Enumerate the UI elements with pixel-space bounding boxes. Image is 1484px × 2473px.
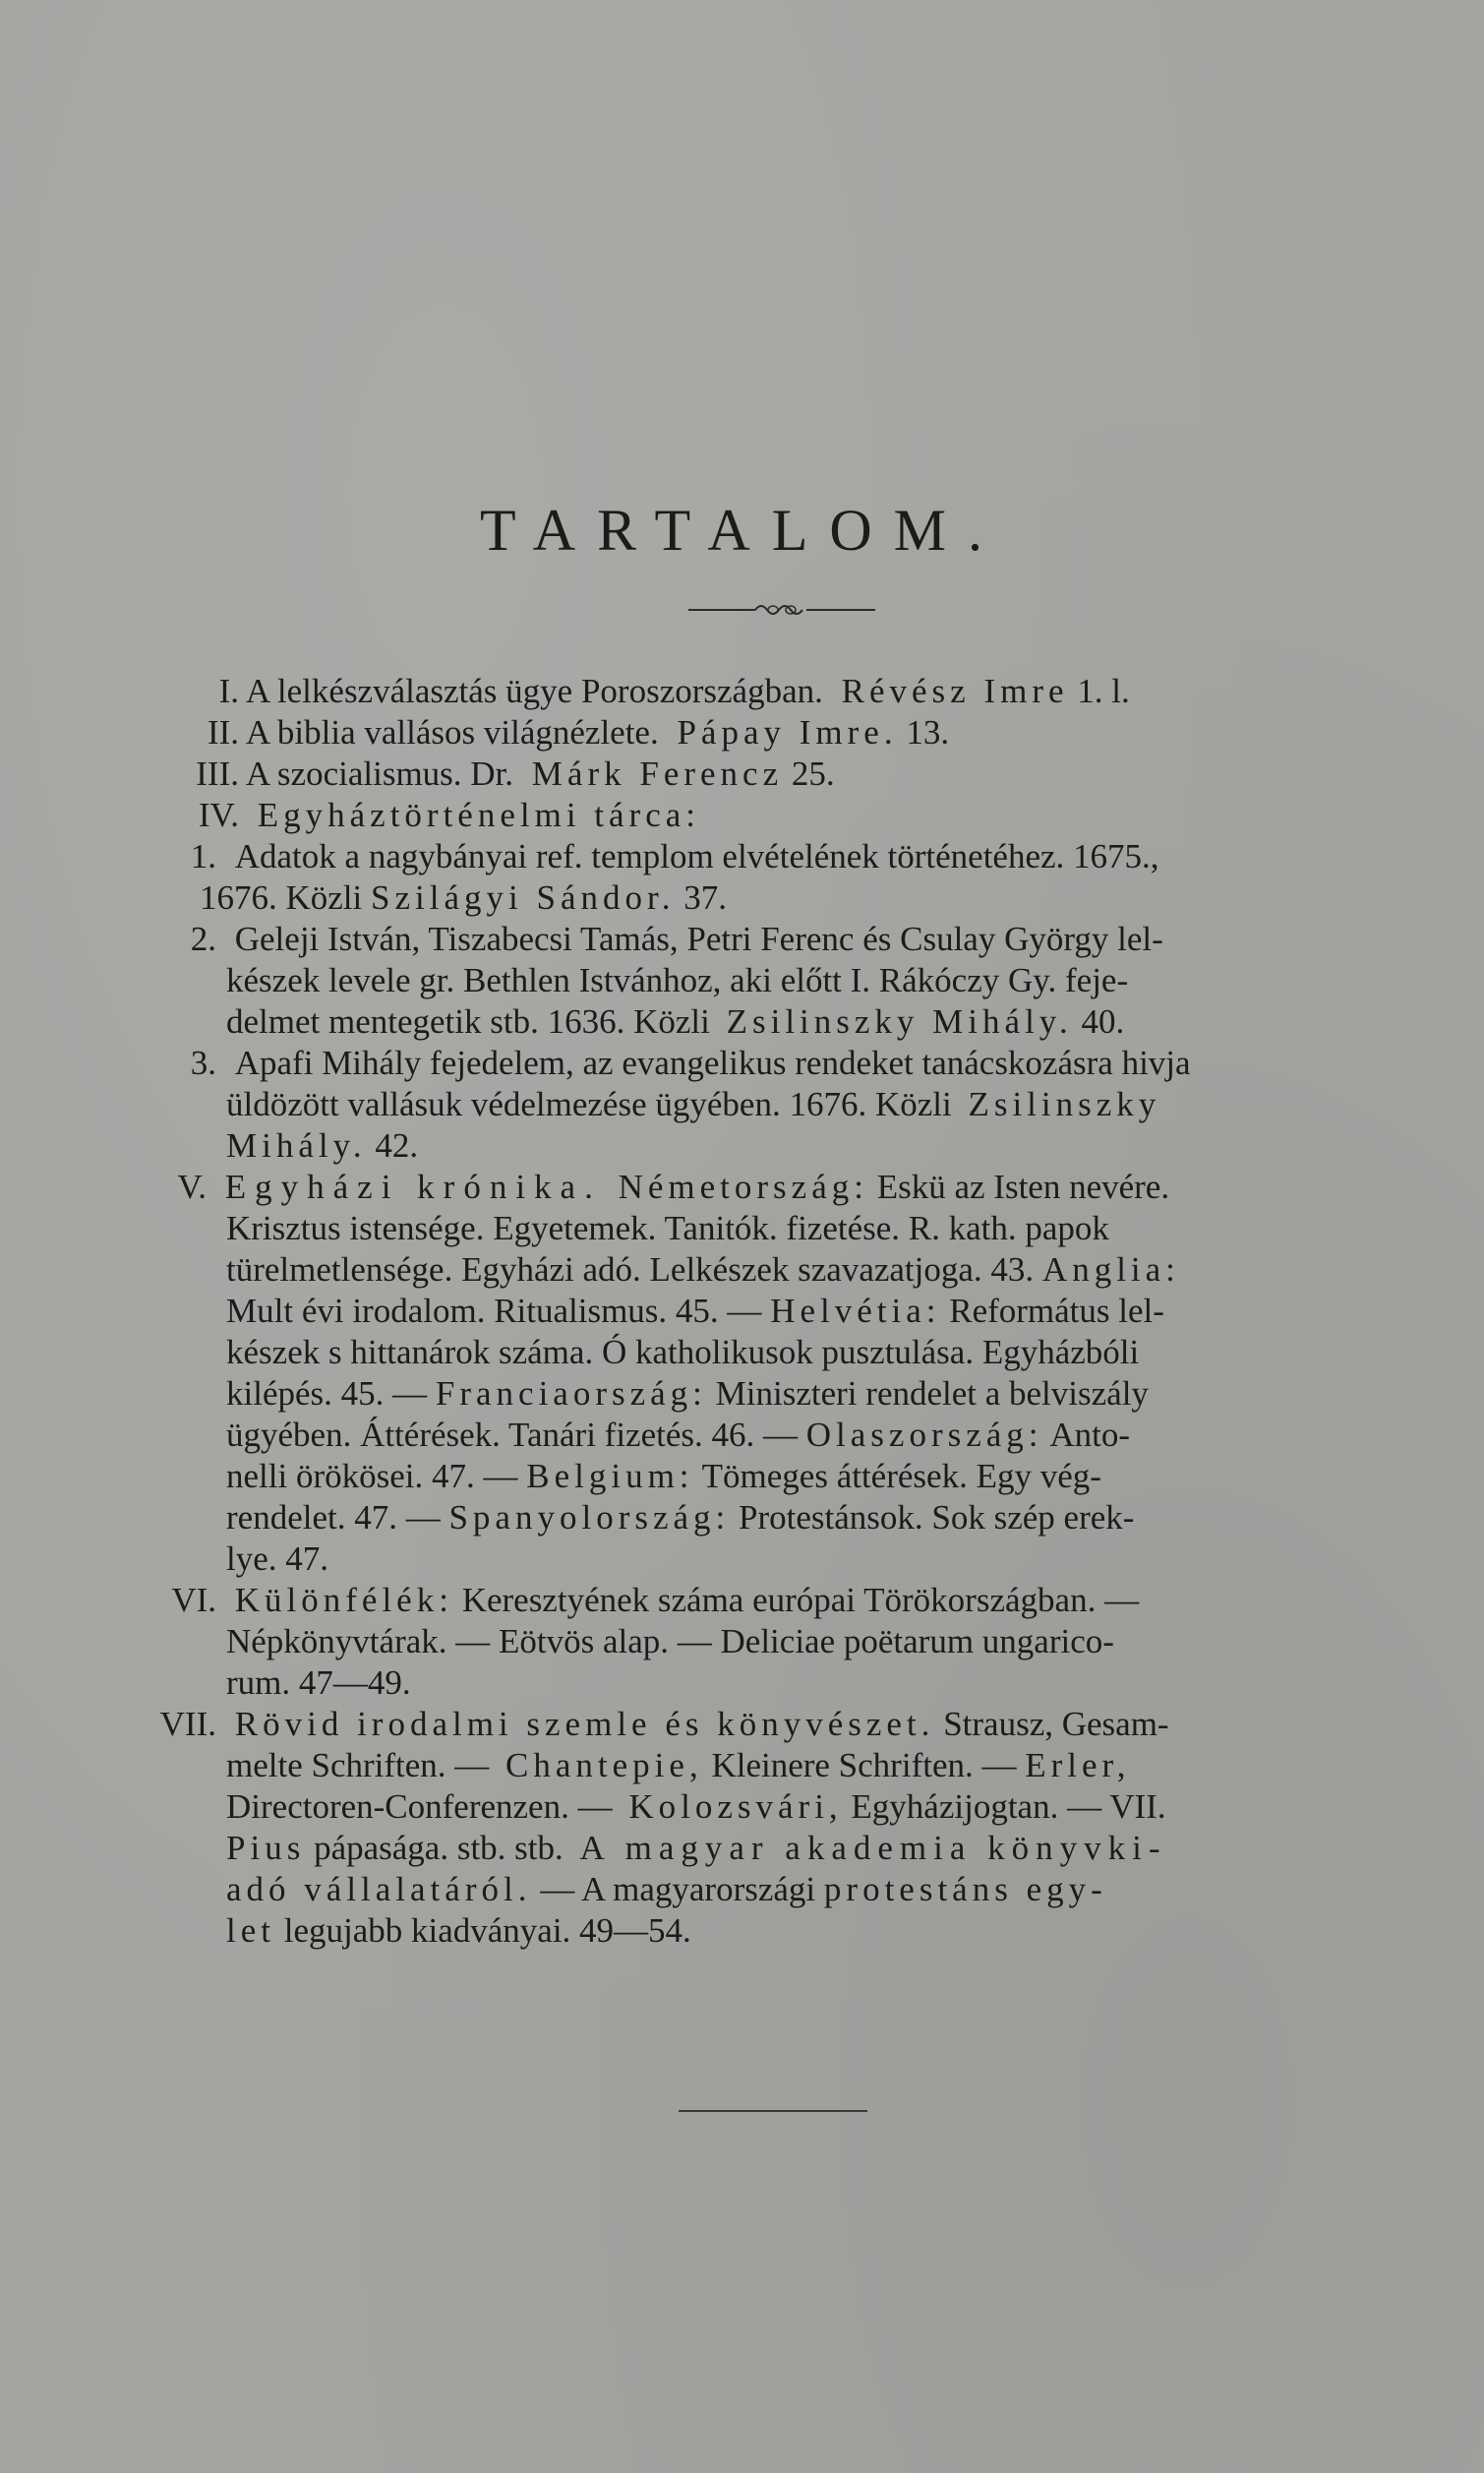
toc-number: 1. <box>190 837 216 875</box>
toc-entry-text: rendelet. 47. — <box>226 1498 441 1537</box>
toc-section-heading: Egyháztörténelmi tárca: <box>257 796 701 834</box>
toc-author: Márk Ferencz <box>531 754 784 793</box>
toc-author: Szilágyi Sándor. <box>371 878 676 917</box>
toc-author: Erler, <box>1025 1746 1131 1784</box>
toc-entry-text: — <box>540 1870 575 1908</box>
toc-line-30 <box>146 1869 1414 1910</box>
toc-author: Chantepie, <box>505 1746 703 1784</box>
toc-line-6 <box>146 877 1414 919</box>
toc-entry-text: pápasága. stb. stb. <box>314 1829 564 1867</box>
toc-entry-text: készek levele gr. Bethlen Istvánhoz, aki előtt I. Rákóczy Gy. feje- <box>226 961 1129 999</box>
toc-line-2 <box>146 712 1414 754</box>
toc-entry-text: Geleji István, Tiszabecsi Tamás, Petri Ferenc és Csulay György lel- <box>234 920 1163 958</box>
table-of-contents <box>146 671 1414 1952</box>
toc-spaced-text: let <box>226 1911 275 1950</box>
toc-entry-text: lye. 47. <box>226 1539 329 1578</box>
toc-country: Németország: <box>618 1168 868 1206</box>
toc-number: V. <box>177 1168 207 1206</box>
toc-title: A lelkészválasztás ügye Poroszországban. <box>245 672 823 710</box>
toc-entry-text: Apafi Mihály fejedelem, az evangelikus rendeket tanácskozásra hivja <box>234 1044 1191 1082</box>
ornament-divider <box>688 598 875 622</box>
toc-entry-text: Keresztyének száma európai Törökországban. — <box>461 1581 1140 1619</box>
toc-number: I. <box>218 672 239 710</box>
toc-section-heading: Rövid irodalmi szemle és könyvészet. <box>234 1705 935 1743</box>
toc-page: 1. l. <box>1077 672 1130 710</box>
toc-line-24 <box>146 1621 1414 1662</box>
toc-entry-text: üldözött vallásuk védelmezése ügyében. 1676. Közli <box>226 1085 952 1123</box>
toc-entry-text: Directoren-Conferenzen. — <box>226 1787 613 1826</box>
toc-line-13 <box>146 1167 1414 1208</box>
toc-author: Révész Imre <box>841 672 1069 710</box>
toc-number: III. <box>196 754 239 793</box>
toc-line-14 <box>146 1208 1414 1249</box>
toc-line-28 <box>146 1786 1414 1828</box>
toc-author: Mihály. <box>226 1126 367 1165</box>
toc-entry-text: A <box>581 1870 605 1908</box>
toc-spaced-text: adó vállalatáról. <box>226 1870 532 1908</box>
toc-entry-text: Egyházijogtan. — VII. <box>851 1787 1166 1826</box>
toc-line-15 <box>146 1249 1414 1291</box>
toc-entry-text: Miniszteri rendelet a belviszály <box>715 1374 1149 1413</box>
toc-author: Zsilinszky <box>968 1085 1161 1123</box>
toc-line-7 <box>146 919 1414 960</box>
toc-line-29 <box>146 1828 1414 1869</box>
toc-line-17 <box>146 1332 1414 1373</box>
toc-line-8 <box>146 960 1414 1001</box>
toc-line-20 <box>146 1456 1414 1497</box>
toc-spaced-text: A magyar akademia könyvki- <box>579 1829 1167 1867</box>
toc-title: A szocialismus. Dr. <box>245 754 514 793</box>
toc-entry-text: Protestánsok. Sok szép erek- <box>739 1498 1135 1537</box>
toc-line-5 <box>146 836 1414 877</box>
toc-line-10 <box>146 1043 1414 1084</box>
toc-country: Olaszország: <box>805 1416 1043 1454</box>
toc-page: 40. <box>1081 1002 1125 1041</box>
toc-entry-text: Népkönyvtárak. — Eötvös alap. — Deliciae poëtarum ungarico- <box>226 1622 1114 1660</box>
toc-page: 42. <box>375 1126 419 1165</box>
toc-country: Belgium: <box>526 1457 694 1495</box>
toc-line-18 <box>146 1373 1414 1415</box>
toc-page: 37. <box>683 878 727 917</box>
toc-line-11 <box>146 1084 1414 1125</box>
toc-number: VII. <box>159 1705 216 1743</box>
toc-line-4 <box>146 795 1414 836</box>
toc-line-1 <box>146 671 1414 712</box>
toc-page: 13. <box>906 713 950 752</box>
toc-section-heading: Különfélék: <box>234 1581 453 1619</box>
toc-line-3 <box>146 754 1414 795</box>
toc-entry-text: Kleinere Schriften. — <box>711 1746 1017 1784</box>
toc-entry-text: rum. 47—49. <box>226 1663 411 1702</box>
toc-entry-text: Mult évi irodalom. Ritualismus. 45. — <box>226 1292 762 1330</box>
toc-author: Zsilinszky Mihály. <box>726 1002 1073 1041</box>
page-title: TARTALOM. <box>479 498 1005 563</box>
toc-entry-text: Református lel- <box>949 1292 1164 1330</box>
toc-entry-text: türelmetlensége. Egyházi adó. Lelkészek szavazatjoga. 43. <box>226 1250 1035 1289</box>
toc-number: II. <box>207 713 239 752</box>
toc-entry-text: készek s hittanárok száma. Ó katholikusok pusztulása. Egyházbóli <box>226 1333 1140 1371</box>
toc-page: 25. <box>791 754 835 793</box>
toc-entry-text: kilépés. 45. — <box>226 1374 428 1413</box>
end-rule <box>679 2110 867 2112</box>
toc-line-31 <box>146 1910 1414 1952</box>
toc-entry-text: nelli örökösei. 47. — <box>226 1457 518 1495</box>
toc-entry-text: legujabb kiadványai. 49—54. <box>283 1911 691 1950</box>
toc-number: VI. <box>171 1581 216 1619</box>
toc-line-9 <box>146 1001 1414 1043</box>
toc-line-25 <box>146 1662 1414 1704</box>
toc-entry-text: 1676. Közli <box>200 878 363 917</box>
toc-number: 2. <box>190 920 216 958</box>
toc-entry-text: Krisztus istensége. Egyetemek. Tanitók. fizetése. R. kath. papok <box>226 1209 1109 1247</box>
toc-spaced-text: protestáns egy- <box>823 1870 1107 1908</box>
toc-line-21 <box>146 1497 1414 1538</box>
toc-line-27 <box>146 1745 1414 1786</box>
toc-entry-text: melte Schriften. — <box>226 1746 490 1784</box>
toc-entry-text: Anto- <box>1049 1416 1131 1454</box>
toc-number: IV. <box>198 796 239 834</box>
toc-line-12 <box>146 1125 1414 1167</box>
toc-line-22 <box>146 1538 1414 1580</box>
toc-country: Helvétia: <box>770 1292 941 1330</box>
toc-entry-text: Strausz, Gesam- <box>943 1705 1169 1743</box>
toc-line-16 <box>146 1291 1414 1332</box>
toc-section-heading: Egyházi krónika. <box>224 1168 602 1206</box>
toc-entry-text: delmet mentegetik stb. 1636. Közli <box>226 1002 710 1041</box>
toc-line-26 <box>146 1704 1414 1745</box>
toc-country: Anglia: <box>1041 1250 1180 1289</box>
toc-author: Pápay Imre. <box>677 713 898 752</box>
toc-entry-text: Tömeges áttérések. Egy vég- <box>701 1457 1101 1495</box>
toc-author: Kolozsvári, <box>628 1787 843 1826</box>
toc-entry-text: Adatok a nagybányai ref. templom elvételének történetéhez. 1675., <box>234 837 1159 875</box>
toc-number: 3. <box>190 1044 216 1082</box>
toc-line-23 <box>146 1580 1414 1621</box>
toc-spaced-text: Pius <box>226 1829 306 1867</box>
toc-title: A biblia vallásos világnézlete. <box>245 713 659 752</box>
toc-country: Franciaország: <box>435 1374 707 1413</box>
toc-line-19 <box>146 1415 1414 1456</box>
toc-entry-text: magyarországi <box>613 1870 816 1908</box>
toc-entry-text: Eskü az Isten nevére. <box>876 1168 1170 1206</box>
toc-country: Spanyolország: <box>448 1498 731 1537</box>
toc-entry-text: ügyében. Áttérések. Tanári fizetés. 46. — <box>226 1416 799 1454</box>
